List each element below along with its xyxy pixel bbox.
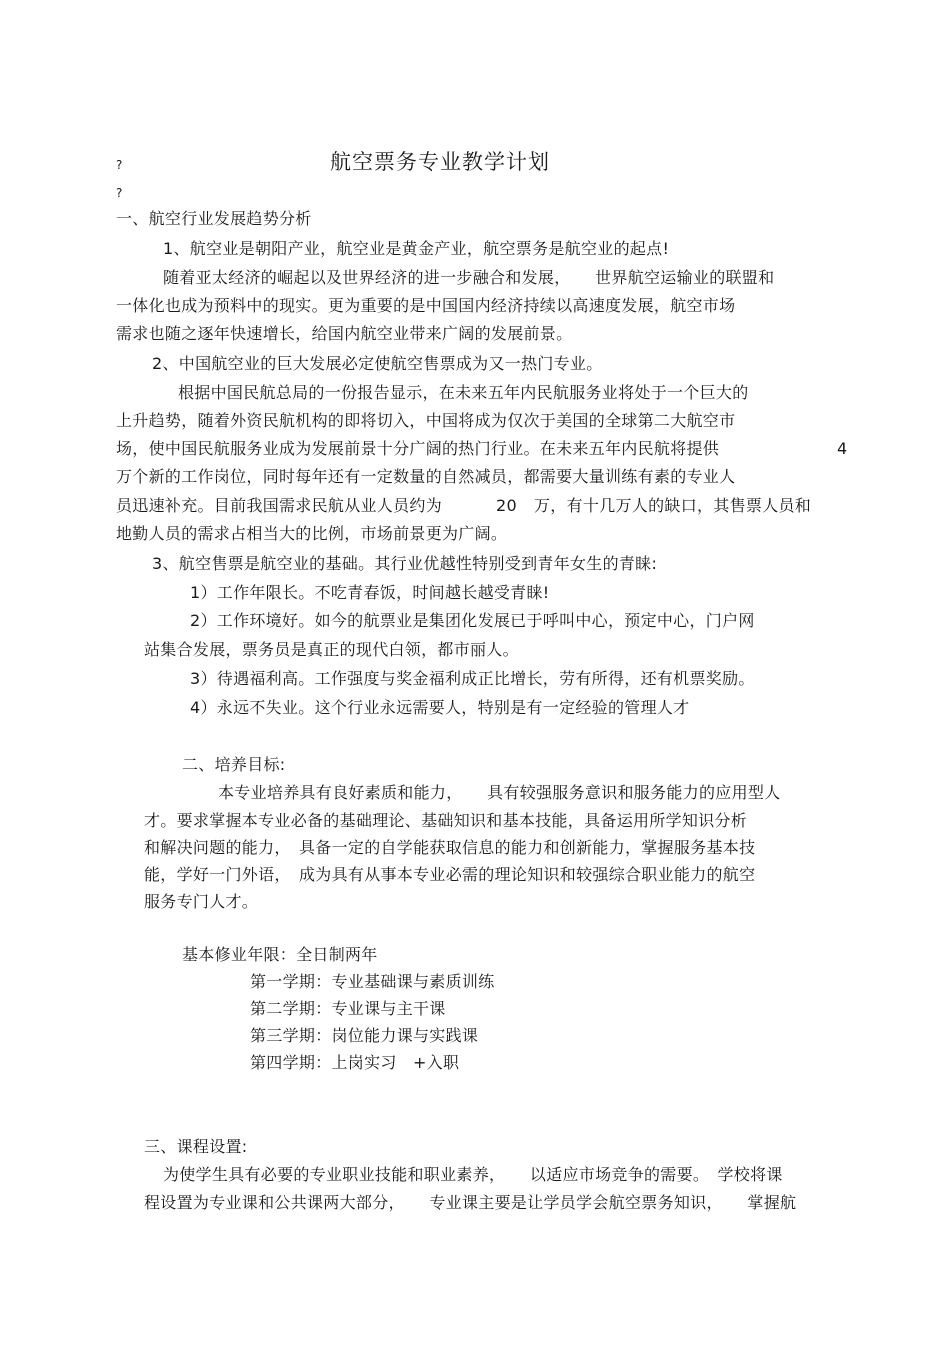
section-heading: 三、课程设置: <box>144 1137 248 1156</box>
paragraph-line: 员迅速补充。目前我国需求民航从业人员约为 <box>116 496 443 515</box>
paragraph-line: 为使学生具有必要的专业职业技能和职业素养， 以适应市场竞争的需要。 学校将课 <box>163 1165 783 1184</box>
term-item: 第四学期：上岗实习 +入职 <box>250 1053 460 1072</box>
list-item: 1）工作年限长。不吃青春饭，时间越长越受青睐! <box>190 583 550 602</box>
paragraph-line: 万个新的工作岗位，同时每年还有一定数量的自然减员，都需要大量训练有素的专业人 <box>116 467 736 486</box>
study-years: 基本修业年限：全日制两年 <box>182 945 378 964</box>
term-item: 第三学期：岗位能力课与实践课 <box>250 1026 479 1045</box>
list-item: 站集合发展，票务员是真正的现代白领，都市丽人。 <box>144 640 519 659</box>
section-heading: 二、培养目标: <box>182 755 286 774</box>
paragraph-line: 随着亚太经济的崛起以及世界经济的进一步融合和发展， 世界航空运输业的联盟和 <box>163 268 775 287</box>
list-item: 3）待遇福利高。工作强度与奖金福利成正比增长，劳有所得，还有机票奖励。 <box>190 669 755 688</box>
paragraph-line: 服务专门人才。 <box>144 892 259 911</box>
paragraph-line: 才。要求掌握本专业必备的基础理论、基础知识和基本技能，具备运用所学知识分析 <box>144 811 748 830</box>
paragraph-number: 4 <box>837 439 848 458</box>
bullet-mark: ? <box>116 158 123 172</box>
paragraph-line: 程设置为专业课和公共课两大部分， 专业课主要是让学员学会航空票务知识， 掌握航 <box>144 1193 797 1212</box>
document-title: 航空票务专业教学计划 <box>330 150 550 174</box>
list-item: 2）工作环境好。如今的航票业是集团化发展已于呼叫中心，预定中心，门户网 <box>190 611 755 630</box>
paragraph-line: 地勤人员的需求占相当大的比例，市场前景更为广阔。 <box>116 524 508 543</box>
paragraph-line: 能，学好一门外语， 成为具有从事本专业必需的理论知识和较强综合职业能力的航空 <box>144 865 756 884</box>
term-item: 第二学期：专业课与主干课 <box>250 999 446 1018</box>
paragraph-line: 根据中国民航总局的一份报告显示，在未来五年内民航服务业将处于一个巨大的 <box>178 383 749 402</box>
paragraph-line: 上升趋势，随着外资民航机构的即将切入，中国将成为仅次于美国的全球第二大航空市 <box>116 411 736 430</box>
paragraph-line: 本专业培养具有良好素质和能力， 具有较强服务意识和服务能力的应用型人 <box>218 783 781 802</box>
bullet-mark: ? <box>116 186 123 200</box>
paragraph-line: 场，使中国民航服务业成为发展前景十分广阔的热门行业。在未来五年内民航将提供 <box>116 439 720 458</box>
subsection-title: 3、航空售票是航空业的基础。其行业优越性特别受到青年女生的青睐: <box>152 554 658 573</box>
section-heading: 一、航空行业发展趋势分析 <box>116 209 312 228</box>
list-item: 4）永远不失业。这个行业永远需要人，特别是有一定经验的管理人才 <box>190 698 690 717</box>
paragraph-number: 20 <box>496 496 517 515</box>
paragraph-line: 一体化也成为预料中的现实。更为重要的是中国国内经济持续以高速度发展，航空市场 <box>116 296 736 315</box>
subsection-title: 2、中国航空业的巨大发展必定使航空售票成为又一热门专业。 <box>152 354 603 373</box>
subsection-title: 1、航空业是朝阳产业，航空业是黄金产业，航空票务是航空业的起点! <box>163 239 670 258</box>
paragraph-line: 和解决问题的能力， 具备一定的自学能获取信息的能力和创新能力，掌握服务基本技 <box>144 838 756 857</box>
term-item: 第一学期：专业基础课与素质训练 <box>250 972 495 991</box>
paragraph-line: 需求也随之逐年快速增长，给国内航空业带来广阔的发展前景。 <box>116 324 573 343</box>
paragraph-line: 万，有十几万人的缺口，其售票人员和 <box>534 496 812 515</box>
